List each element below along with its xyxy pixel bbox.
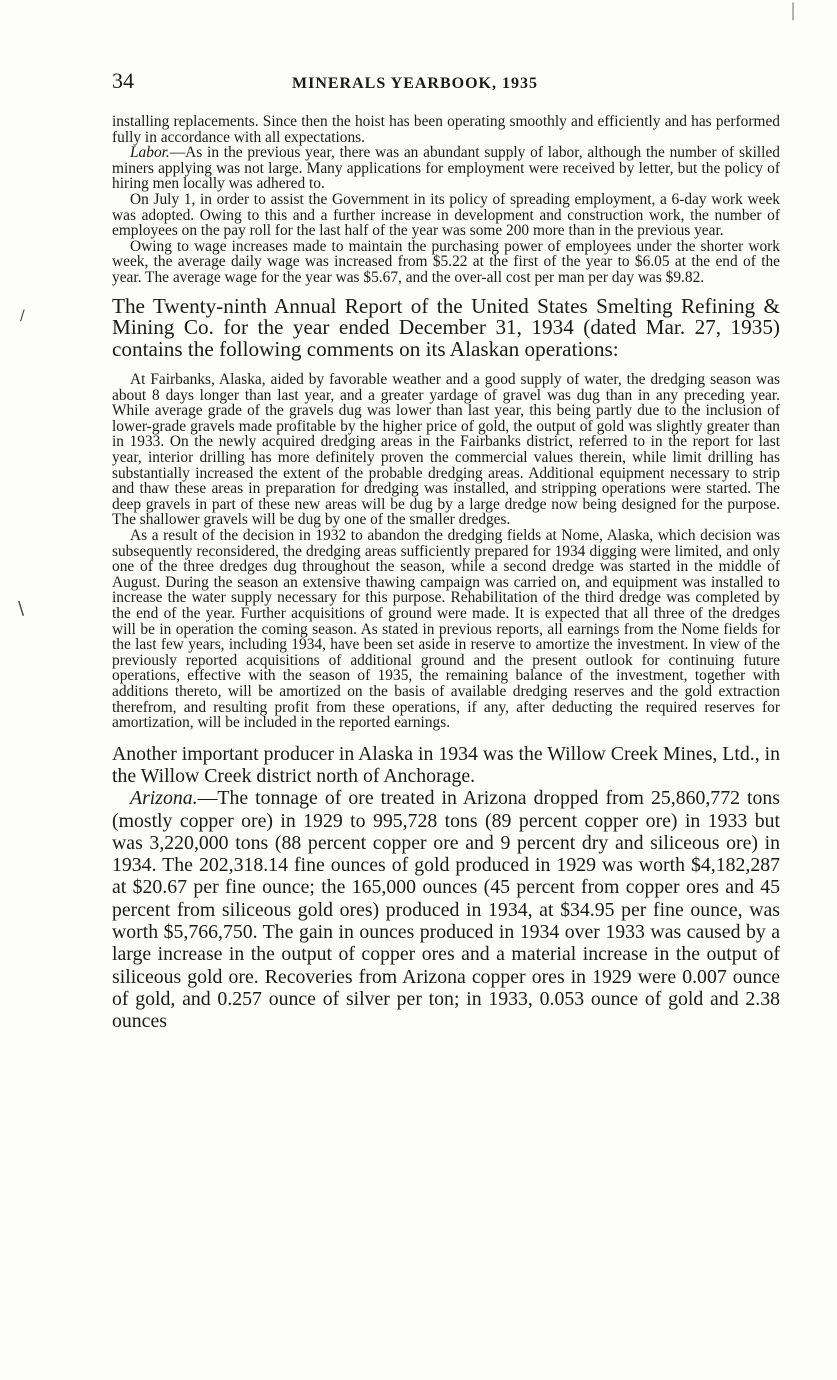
running-title: MINERALS YEARBOOK, 1935	[292, 75, 538, 92]
margin-mark: /	[20, 308, 25, 324]
page-number: 34	[112, 68, 134, 93]
page-header	[112, 68, 780, 100]
paragraph: On July 1, in order to assist the Government in its policy of spreading employment, a 6-day work week was adopted. Owing to this and a further increase in development and construction work, the number of employees on the pay roll for the last half of the year was some 200 more than in the previous year.	[112, 190, 780, 240]
intro-section	[112, 114, 780, 286]
paragraph: Owing to wage increases made to maintain the purchasing power of employees under the shorter work week, the average daily wage was increased from $5.22 at the first of the year to $6.05 at the end of the year. The average wage for the year was $5.67, and the over-all cost per man per day was $9.82.	[112, 237, 780, 286]
quote-paragraph: At Fairbanks, Alaska, aided by favorable weather and a good supply of water, the dredging season was about 8 days longer than last year, and a greater yardage of gravel was dug than in any preceding year. While average grade of the gravels dug was lower than last year, this being partly due to the inclusion of lower-grade gravels made profitable by the higher price of gold, the output of gold was slightly greater than in 1933. On the newly acquired dredging areas in the Fairbanks district, referred to in the report for last year, interior drilling has more definitely proven the commercial values therein, while limit drilling has substantially increased the extent of the probable dredging areas. Additional equipment necessary to strip and thaw these areas in preparation for dredging was installed, and stripping operations were started. The deep gravels in part of these new areas will be dug by a large dredge now being designed for the purpose. The shallower gravels will be dug by one of the smaller dredges.	[112, 371, 780, 529]
paragraph: installing replacements. Since then the hoist has been operating smoothly and efficiently and has performed fully in accordance with all expectations.	[112, 113, 780, 146]
quote-paragraph: As a result of the decision in 1932 to abandon the dredging fields at Nome, Alaska, which decision was subsequently reconsidered, the dredging areas sufficiently prepared for 1934 digging were limited, and only one of the three dredges dug throughout the season, while a second dredge was started in the middle of August. During the season an extensive thawing campaign was carried on, and equipment was installed to increase the water supply necessary for this purpose. Rehabilitation of the third dredge was completed by the end of the year. Further acquisitions of ground were made. It is expected that all three of the dredges will be in operation the coming season. As stated in previous reports, all earnings from the Nome fields for the last few years, including 1934, have been set aside in reserve to amortize the investment. In view of the previously reported acquisitions of additional ground and the present outlook for continuing future operations, effective with the season of 1935, the remaining balance of the investment, together with additions thereto, will be amortized on the basis of available dredging reserves and the gold extraction therefrom, and resulting profit from these operations, if any, after deducting the required reserves for amortization, will be included in the reported earnings.	[112, 526, 780, 732]
paragraph: Another important producer in Alaska in 1934 was the Willow Creek Mines, Ltd., in the Willow Creek district north of Anchorage.	[112, 742, 780, 787]
paragraph-labor	[112, 145, 780, 192]
paragraph-arizona	[112, 787, 780, 1032]
lead-paragraph: The Twenty-ninth Annual Report of the United States Smelting Refining & Mining Co. for the year ended December 31, 1934 (dated Mar. 27, 1935) contains the following comments on its Alaskan operations:	[112, 293, 780, 361]
closing-section	[112, 743, 780, 1033]
arizona-heading: Arizona.	[130, 787, 198, 810]
quoted-report	[112, 372, 780, 731]
labor-text: —As in the previous year, there was an abundant supply of labor, although the number of skilled miners applying was not large. Many applications for employment were received by letter, but the policy of hiring men locally was adhered to.	[112, 144, 780, 193]
arizona-text: —The tonnage of ore treated in Arizona dropped from 25,860,772 tons (mostly copper ore) in 1929 to 995,728 tons (89 percent copper ore) in 1933 but was 3,220,000 tons (88 percent copper ore and 9 percent dry and siliceous ore) in 1934. The 202,318.14 fine ounces of gold produced in 1929 was worth $4,182,287 at $20.67 per fine ounce; the 165,000 ounces (45 percent from copper ores and 45 percent from siliceous gold ores) produced in 1934, at $34.95 per fine ounce, was worth $5,766,750. The gain in ounces produced in 1934 over 1933 was caused by a large increase in the output of copper ores and a material increase in the output of siliceous gold ore. Recoveries from Arizona copper ores in 1929 were 0.007 ounce of gold, and 0.257 ounce of silver per ton; in 1933, 0.053 ounce of gold and 2.38 ounces	[112, 787, 780, 1033]
document-page	[112, 68, 780, 1033]
labor-heading: Labor.	[130, 144, 170, 162]
margin-mark: \	[18, 598, 25, 619]
margin-mark: |	[790, 0, 797, 21]
